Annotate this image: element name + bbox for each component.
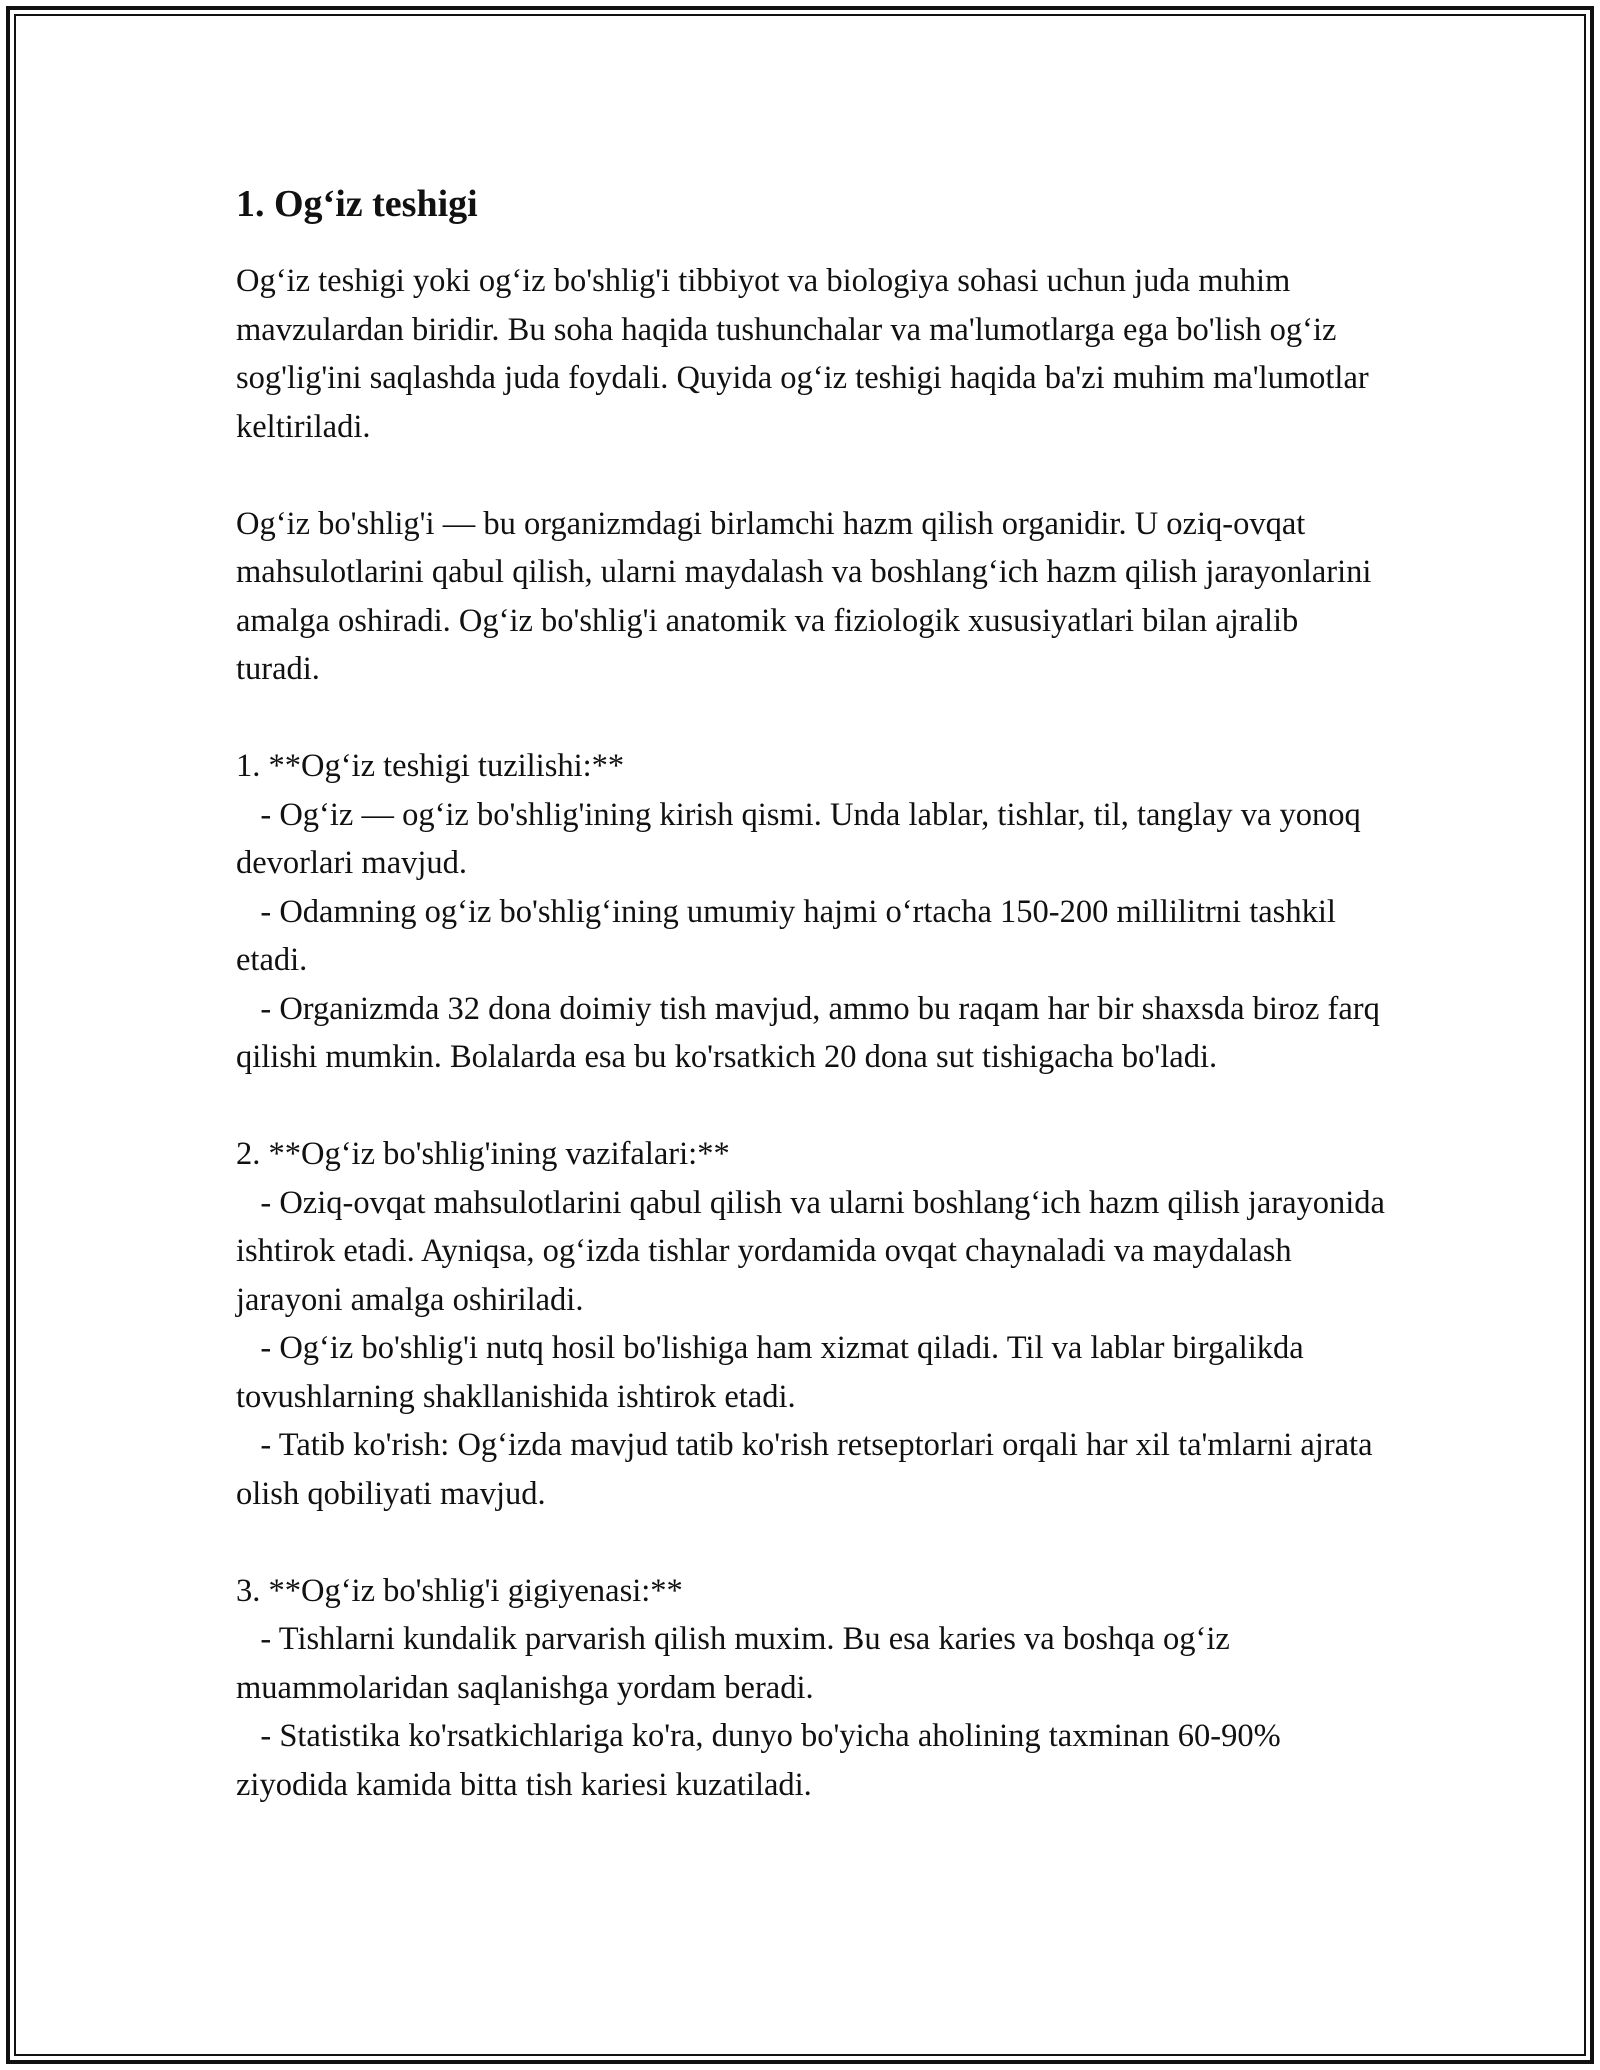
section-functions bbox=[236, 1130, 1394, 1518]
section-title: 1. **Og‘iz teshigi tuzilishi:** bbox=[236, 748, 625, 785]
section-title: 3. **Og‘iz bo'shlig'i gigiyenasi:** bbox=[236, 1572, 683, 1609]
list-item: - Statistika ko'rsatkichlariga ko'ra, dunyo bo'yicha aholining taxminan 60-90% ziyodida kamida bitta tish kariesi kuzatiladi. bbox=[236, 1718, 1289, 1803]
section-title: 2. **Og‘iz bo'shlig'ining vazifalari:** bbox=[236, 1136, 730, 1173]
page-title: 1. Og‘iz teshigi bbox=[236, 183, 478, 225]
intro-paragraph: Og‘iz teshigi yoki og‘iz bo'shlig'i tibbiyot va biologiya sohasi uchun juda muhim mavzulardan biridir. Bu soha haqida tushunchalar va ma'lumotlarga ega bo'lish og‘iz sog'lig'ini saqlashda juda foydali. Quyida og‘iz teshigi haqida ba'zi muhim ma'lumotlar keltiriladi. bbox=[236, 263, 1369, 445]
list-item: - Odamning og‘iz bo'shlig‘ining umumiy hajmi o‘rtacha 150-200 millilitrni tashkil etadi. bbox=[236, 893, 1344, 979]
list-item: - Og‘iz bo'shlig'i nutq hosil bo'lishiga ham xizmat qiladi. Til va lablar birgalikda tovushlarning shakllanishida ishtirok etadi. bbox=[236, 1330, 1312, 1415]
document-body bbox=[236, 180, 1394, 1858]
definition-paragraph: Og‘iz bo'shlig'i — bu organizmdagi birlamchi hazm qilish organidir. U oziq-ovqat mahsulotlarini qabul qilish, ularni maydalash va boshlang‘ich hazm qilish jarayonlarini amalga oshiradi. Og‘iz bo'shlig'i anatomik va fiziologik xususiyatlari bilan ajralib turadi. bbox=[236, 505, 1372, 688]
list-item: - Og‘iz — og‘iz bo'shlig'ining kirish qismi. Unda lablar, tishlar, til, tanglay va yonoq devorlari mavjud. bbox=[236, 796, 1369, 882]
section-structure bbox=[236, 742, 1386, 1082]
list-item: - Tatib ko'rish: Og‘izda mavjud tatib ko'rish retseptorlari orqali har xil ta'mlarni ajrata olish qobiliyati mavjud. bbox=[236, 1427, 1381, 1512]
section-hygiene bbox=[236, 1567, 1386, 1810]
list-item: - Oziq-ovqat mahsulotlarini qabul qilish va ularni boshlang‘ich hazm qilish jarayonida ishtirok etadi. Ayniqsa, og‘izda tishlar yordamida ovqat chaynaladi va maydalash jarayoni amalga oshiriladi. bbox=[236, 1184, 1394, 1318]
list-item: - Organizmda 32 dona doimiy tish mavjud, ammo bu raqam har bir shaxsda biroz farq qilishi mumkin. Bolalarda esa bu ko'rsatkich 20 dona sut tishigacha bo'ladi. bbox=[236, 990, 1388, 1076]
list-item: - Tishlarni kundalik parvarish qilish muxim. Bu esa karies va boshqa og‘iz muammolaridan saqlanishga yordam beradi. bbox=[236, 1621, 1238, 1706]
